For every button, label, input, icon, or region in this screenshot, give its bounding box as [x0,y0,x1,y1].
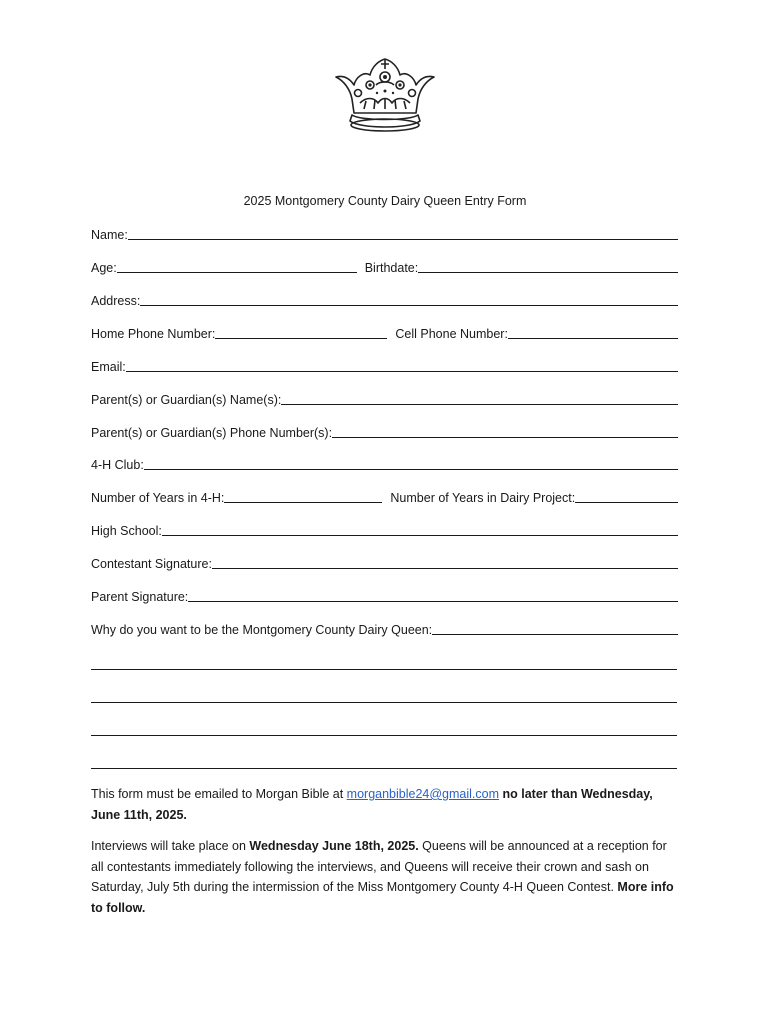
years-dairy-field[interactable] [575,490,678,503]
email-row [91,358,678,374]
why-question-row [91,621,678,637]
answer-line[interactable] [91,669,677,670]
email-link[interactable]: morganbible24@gmail.com [346,787,500,801]
address-field[interactable] [140,293,678,306]
club-field[interactable] [144,457,678,470]
answer-line[interactable] [91,735,677,736]
name-field[interactable] [128,227,678,240]
interviews-details: Queens will be announced at a reception for all contestants immediately following the interviews, and Queens will receive their crown and sash on Saturday, July 5th during the intermission of the Miss Montgomery County 4-H Queen Contest. [91,839,667,894]
phone-row [91,325,678,341]
guardian-phone-label: Parent(s) or Guardian(s) Phone Number(s): [91,426,333,440]
contestant-signature-row [91,555,678,571]
why-question-label: Why do you want to be the Montgomery County Dairy Queen: [91,623,433,637]
answer-line[interactable] [91,702,677,703]
high-school-field[interactable] [162,523,678,536]
parent-signature-field[interactable] [188,589,678,602]
club-row [91,456,678,472]
cell-phone-field[interactable] [508,326,678,339]
years-dairy-label: Number of Years in Dairy Project: [390,491,576,505]
parent-signature-label: Parent Signature: [91,590,189,604]
guardian-phone-row [91,424,678,440]
email-label: Email: [91,360,126,374]
name-label: Name: [91,228,128,242]
notice-text: This form must be emailed to Morgan Bible at [91,787,347,801]
parent-signature-row [91,588,678,604]
home-phone-label: Home Phone Number: [91,327,216,341]
contestant-signature-field[interactable] [212,556,678,569]
age-label: Age: [91,261,117,275]
why-answer-field[interactable] [432,622,678,635]
submission-notice [91,784,681,825]
interviews-text: Interviews will take place on [91,839,250,853]
home-phone-field[interactable] [215,326,387,339]
guardian-names-row [91,391,678,407]
age-birthdate-row [91,259,678,275]
high-school-row [91,522,678,538]
years-4h-label: Number of Years in 4-H: [91,491,225,505]
years-row [91,489,678,505]
birthdate-label: Birthdate: [364,261,419,275]
high-school-label: High School: [91,524,162,538]
page-title: 2025 Montgomery County Dairy Queen Entry Form [243,194,527,208]
interviews-info [91,836,681,918]
contestant-signature-label: Contestant Signature: [91,557,212,571]
interviews-date: Wednesday June 18th, 2025. [249,839,419,853]
address-row [91,292,678,308]
years-4h-field[interactable] [224,490,382,503]
cell-phone-label: Cell Phone Number: [395,327,508,341]
age-field[interactable] [117,260,357,273]
guardian-phone-field[interactable] [332,425,678,438]
crown-illustration [330,55,440,145]
email-field[interactable] [126,359,678,372]
address-label: Address: [91,294,141,308]
name-row [91,226,678,242]
birthdate-field[interactable] [418,260,678,273]
guardian-names-label: Parent(s) or Guardian(s) Name(s): [91,393,282,407]
more-info: More info to follow. [91,880,674,915]
club-label: 4-H Club: [91,458,144,472]
notice-deadline: no later than Wednesday, June 11th, 2025. [91,787,653,822]
answer-line[interactable] [91,768,677,769]
guardian-names-field[interactable] [281,392,678,405]
